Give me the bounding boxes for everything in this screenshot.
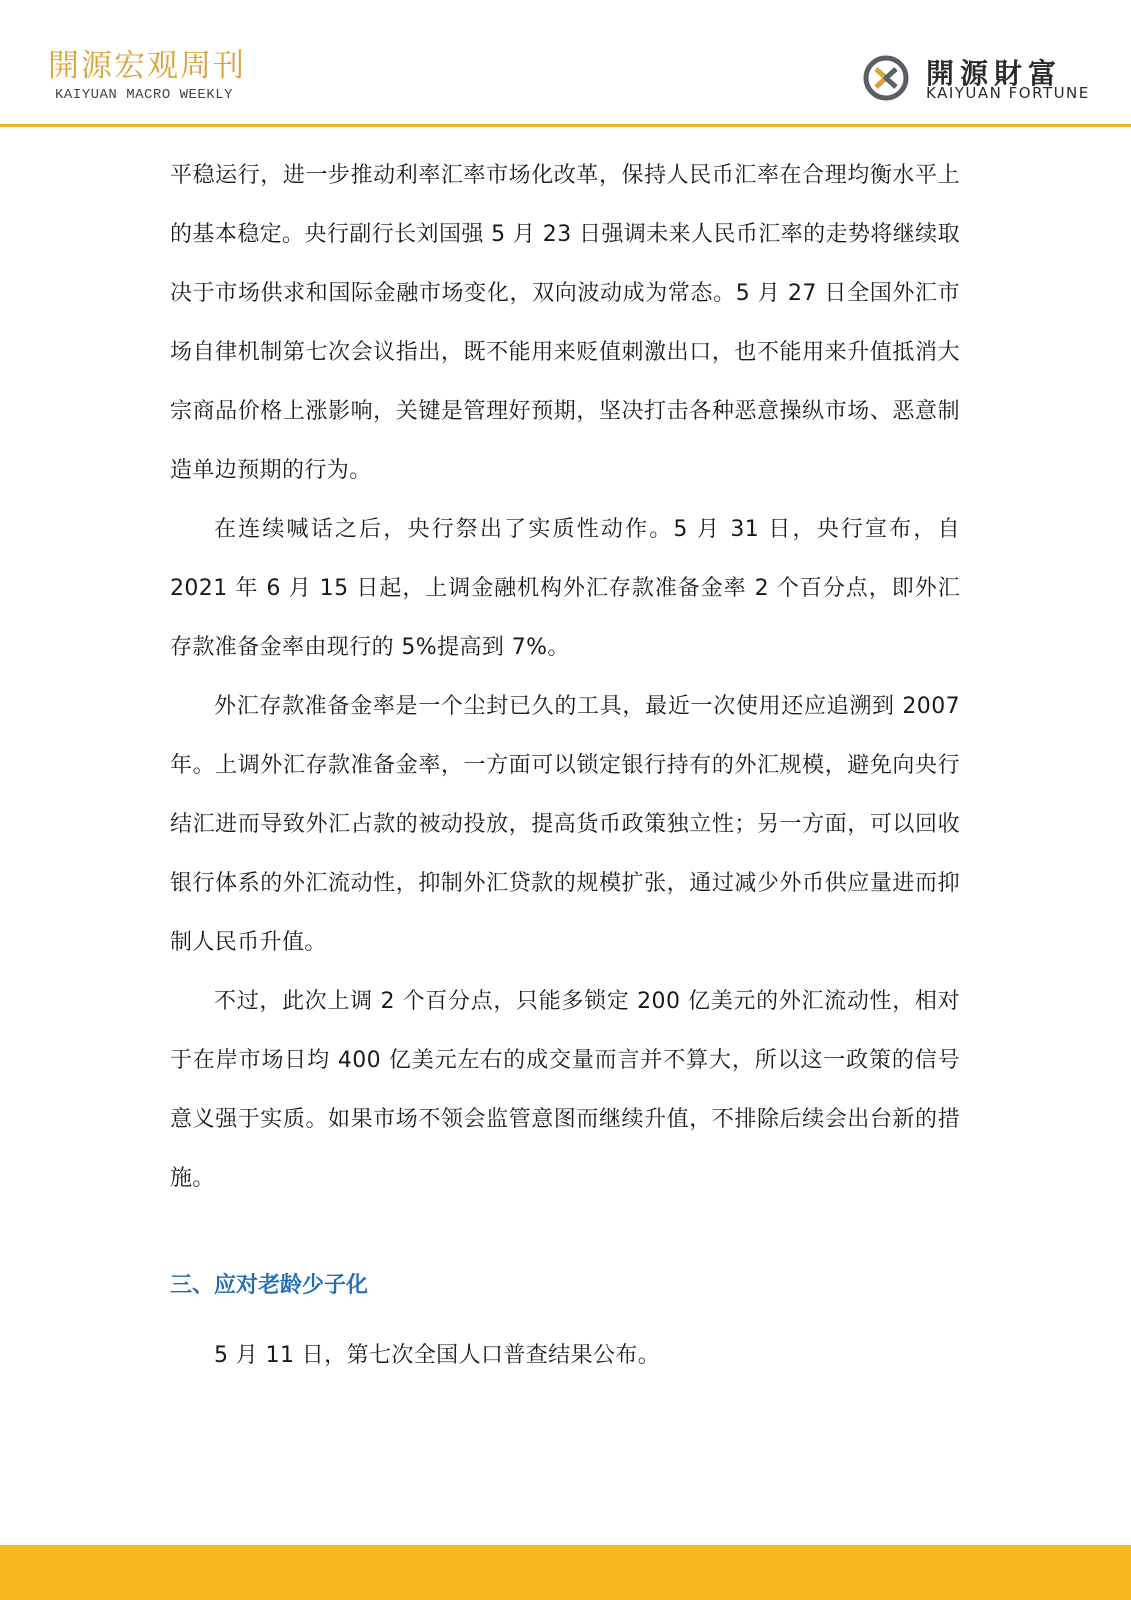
footer-bar — [0, 1545, 1131, 1600]
page-header — [0, 0, 1131, 124]
section-heading: 三、应对老龄少子化 — [170, 1273, 369, 1298]
kaiyuan-logo-icon — [862, 54, 910, 102]
header-divider — [0, 124, 1131, 127]
report-title: 開源宏观周刊 — [48, 48, 246, 84]
paragraph: 平稳运行，进一步推动利率汇率市场化改革，保持人民币汇率在合理均衡水平上的基本稳定。央行副行长刘国强 5 月 23 日强调未来人民币汇率的走势将继续取决于市场供求和国际金融市场变化，双向波动成为常态。5 月 27 日全国外汇市场自律机制第七次会议指出，既不能用来贬值刺激出口，也不能用来升值抵消大宗商品价格上涨影响，关键是管理好预期，坚决打击各种恶意操纵市场、恶意制造单边预期的行为。 — [170, 163, 960, 483]
brand-name-en: KAIYUAN FORTUNE — [926, 84, 1090, 102]
brand-name: 開源財富 — [926, 57, 1063, 90]
article-body — [170, 146, 960, 1208]
report-subtitle: KAIYUAN MACRO WEEKLY — [55, 87, 234, 103]
paragraph: 不过，此次上调 2 个百分点，只能多锁定 200 亿美元的外汇流动性，相对于在岸市场日均 400 亿美元左右的成交量而言并不算大，所以这一政策的信号意义强于实质。如果市场不领会监管意图而继续升值，不排除后续会出台新的措施。 — [170, 989, 960, 1191]
paragraph: 在连续喊话之后，央行祭出了实质性动作。5 月 31 日，央行宣布，自 2021 年 6 月 15 日起，上调金融机构外汇存款准备金率 2 个百分点，即外汇存款准备金率由现行的 5%提高到 7%。 — [170, 517, 960, 660]
paragraph: 外汇存款准备金率是一个尘封已久的工具，最近一次使用还应追溯到 2007 年。上调外汇存款准备金率，一方面可以锁定银行持有的外汇规模，避免向央行结汇进而导致外汇占款的被动投放，提高货币政策独立性；另一方面，可以回收银行体系的外汇流动性，抑制外汇贷款的规模扩张，通过减少外币供应量进而抑制人民币升值。 — [170, 694, 960, 955]
paragraph: 5 月 11 日，第七次全国人口普查结果公布。 — [214, 1343, 661, 1368]
brand-block — [862, 50, 1102, 106]
